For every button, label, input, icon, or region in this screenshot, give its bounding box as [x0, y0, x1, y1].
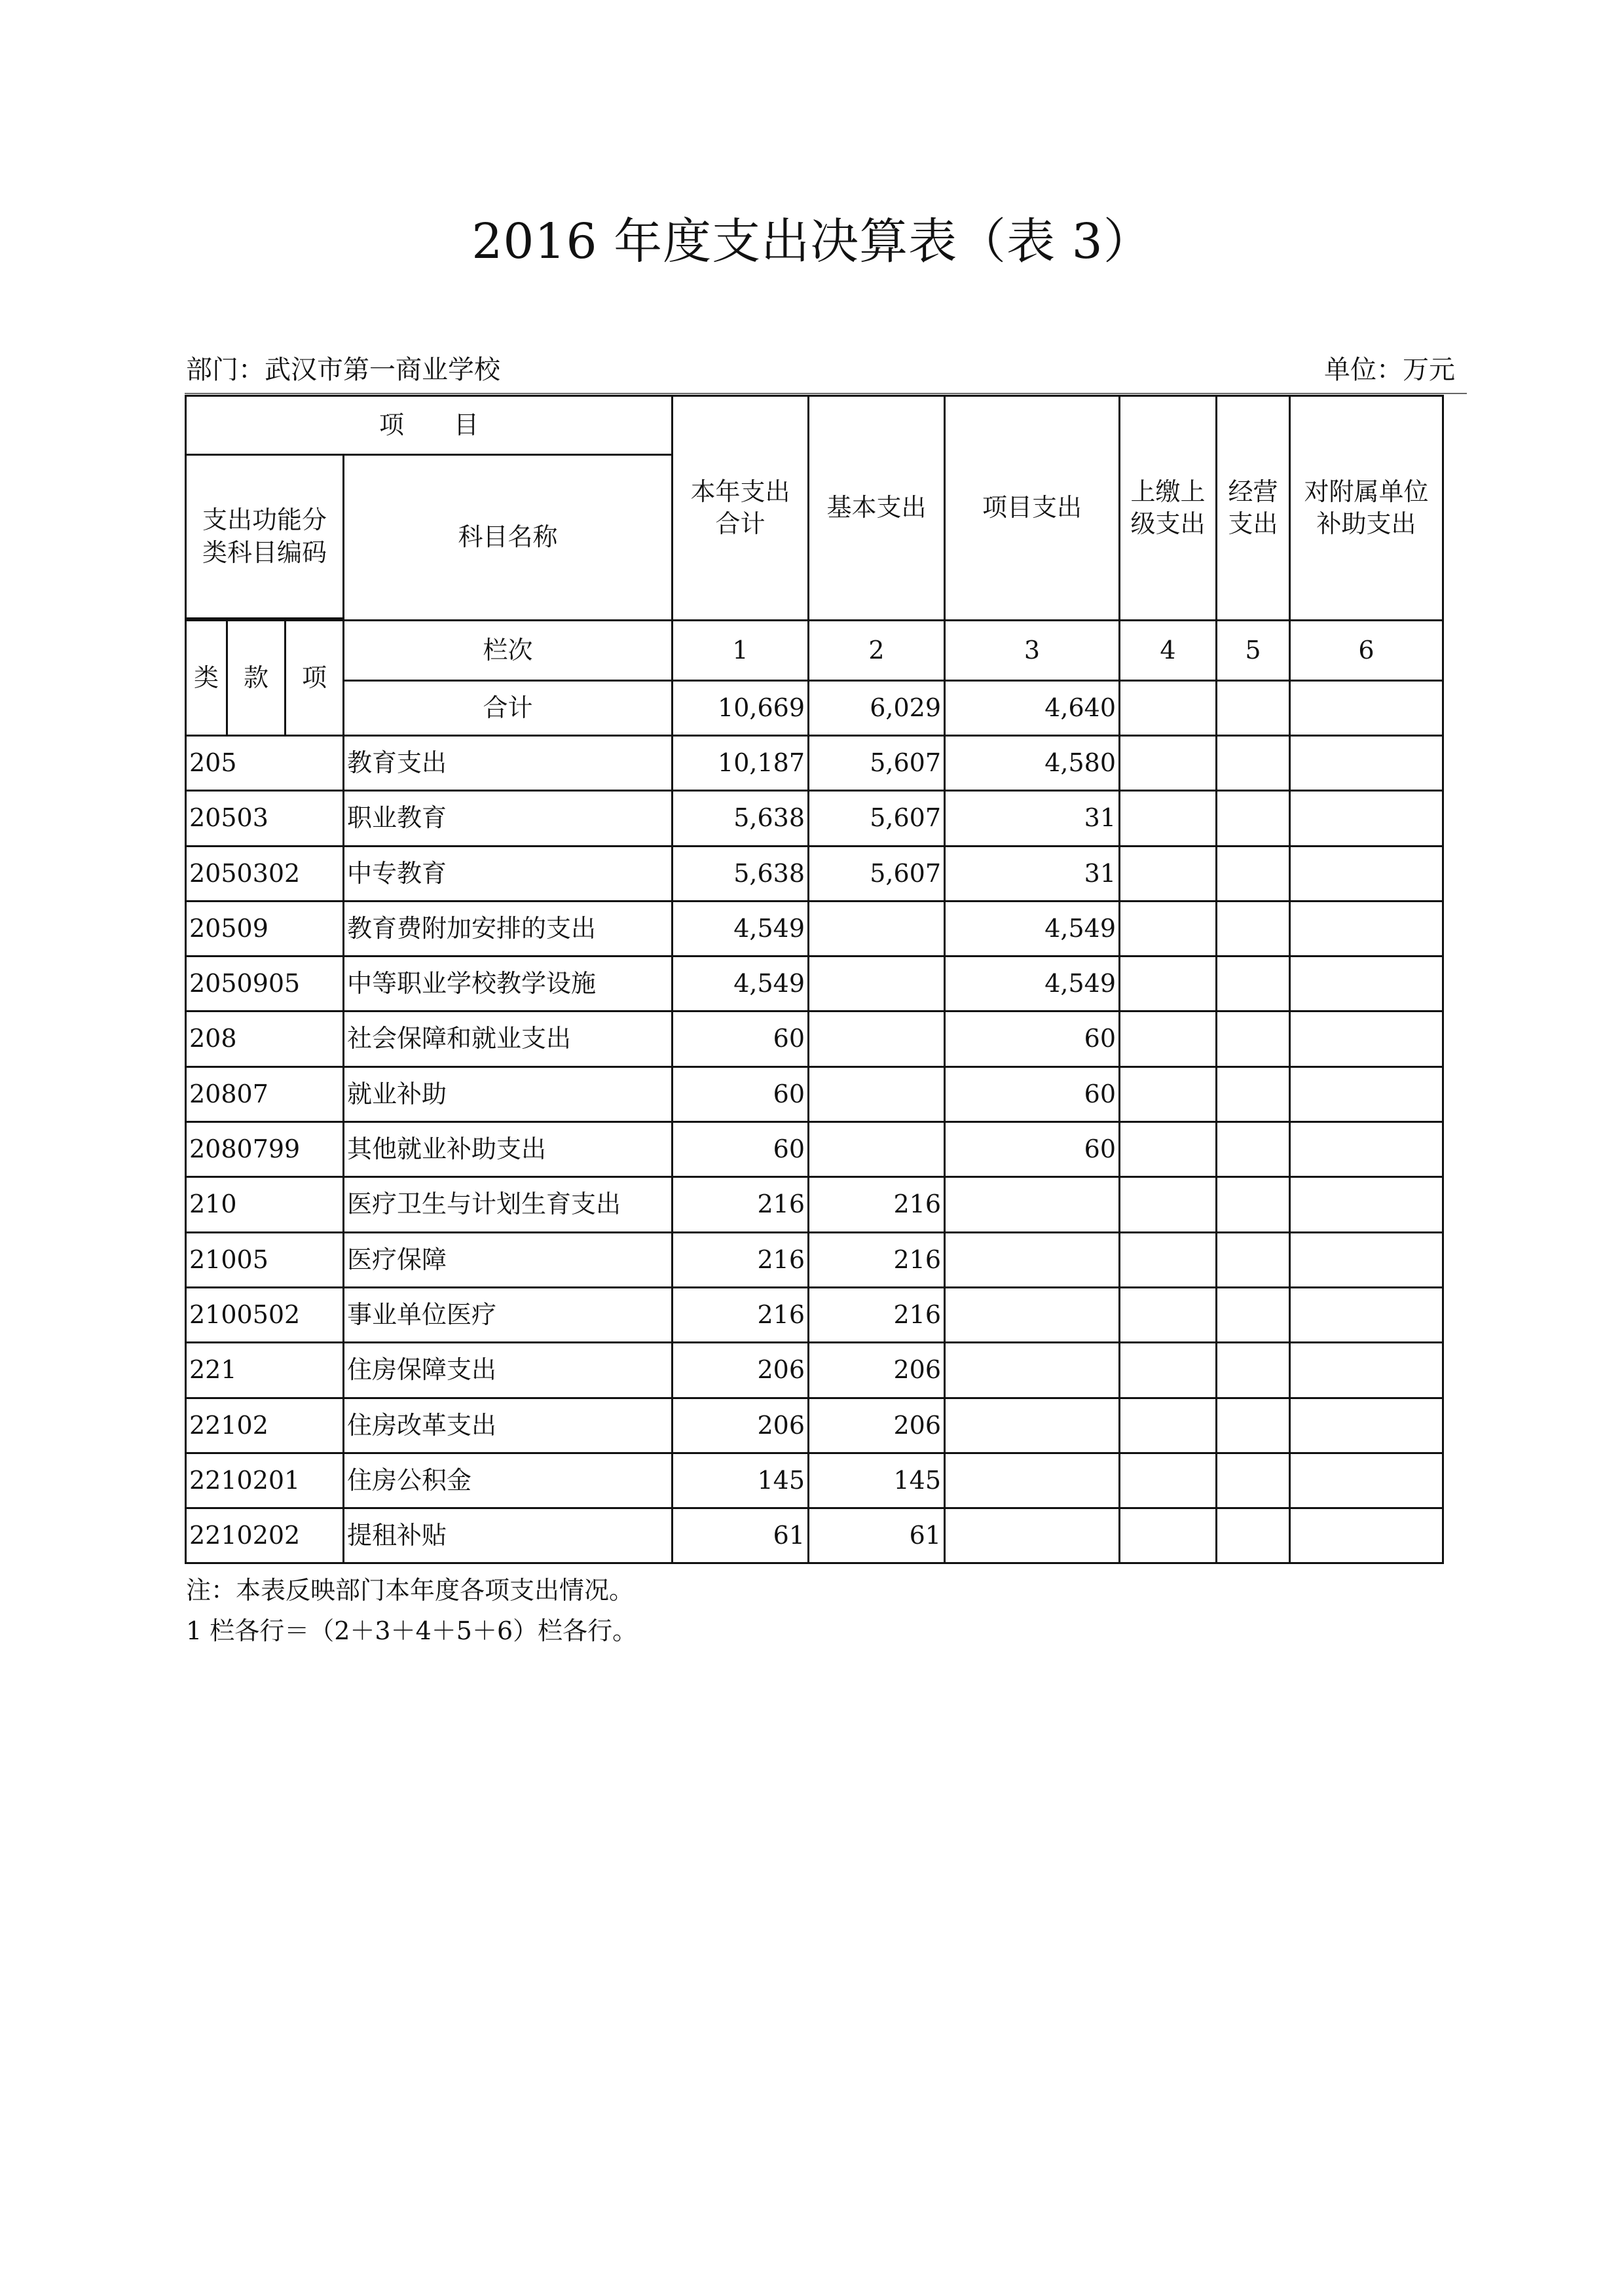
- row-code: 221: [186, 1343, 344, 1398]
- row-name: 中等职业学校教学设施: [344, 957, 673, 1011]
- row-subsidy: [1290, 791, 1443, 846]
- row-business: [1217, 901, 1290, 956]
- row-total: 60: [673, 1066, 809, 1121]
- header-basic: 基本支出: [809, 396, 945, 621]
- note-line-2: 1 栏各行＝（2＋3＋4＋5＋6）栏各行。: [186, 1616, 638, 1645]
- row-basic: 216: [809, 1287, 945, 1342]
- row-name: 住房改革支出: [344, 1398, 673, 1453]
- row-project: 4,580: [945, 736, 1120, 791]
- row-basic: 206: [809, 1398, 945, 1453]
- row-project: [945, 1287, 1120, 1342]
- row-basic: [809, 1011, 945, 1066]
- row-basic: [809, 901, 945, 956]
- row-code: 205: [186, 736, 344, 791]
- row-subsidy: [1290, 1343, 1443, 1398]
- total-project: 4,640: [945, 681, 1120, 736]
- header-total: 本年支出合计: [673, 396, 809, 621]
- row-project: [945, 1398, 1120, 1453]
- col-num-2: 2: [809, 621, 945, 681]
- row-name: 住房公积金: [344, 1453, 673, 1508]
- row-upper: [1120, 1011, 1217, 1066]
- row-code: 20509: [186, 901, 344, 956]
- row-subsidy: [1290, 1066, 1443, 1121]
- row-subsidy: [1290, 957, 1443, 1011]
- total-business: [1217, 681, 1290, 736]
- row-business: [1217, 846, 1290, 901]
- row-upper: [1120, 1508, 1217, 1563]
- col-num-3: 3: [945, 621, 1120, 681]
- header-code: 支出功能分类科目编码: [186, 455, 344, 619]
- row-name: 医疗保障: [344, 1232, 673, 1287]
- row-subsidy: [1290, 1232, 1443, 1287]
- row-name: 中专教育: [344, 846, 673, 901]
- row-name: 职业教育: [344, 791, 673, 846]
- header-lanci: 栏次: [344, 621, 673, 681]
- row-code: 2050302: [186, 846, 344, 901]
- row-total: 216: [673, 1232, 809, 1287]
- row-total: 4,549: [673, 957, 809, 1011]
- row-upper: [1120, 1232, 1217, 1287]
- note-line-1: 注：本表反映部门本年度各项支出情况。: [186, 1576, 635, 1605]
- row-basic: [809, 1066, 945, 1121]
- col-num-1: 1: [673, 621, 809, 681]
- row-subsidy: [1290, 1287, 1443, 1342]
- row-subsidy: [1290, 1453, 1443, 1508]
- row-project: 4,549: [945, 901, 1120, 956]
- table-row: [186, 1343, 1443, 1398]
- row-code: 210: [186, 1177, 344, 1232]
- table-row: [186, 957, 1443, 1011]
- row-business: [1217, 1453, 1290, 1508]
- lanci-row: [186, 621, 1443, 681]
- row-subsidy: [1290, 1122, 1443, 1177]
- row-upper: [1120, 846, 1217, 901]
- row-upper: [1120, 1343, 1217, 1398]
- row-business: [1217, 1287, 1290, 1342]
- unit-label: 单位：万元: [1324, 355, 1455, 385]
- col-num-4: 4: [1120, 621, 1217, 681]
- row-upper: [1120, 1398, 1217, 1453]
- row-basic: 5,607: [809, 846, 945, 901]
- row-code: 2050905: [186, 957, 344, 1011]
- row-business: [1217, 791, 1290, 846]
- header-xiangmu: 项 目: [186, 396, 673, 455]
- row-name: 其他就业补助支出: [344, 1122, 673, 1177]
- total-sum: 10,669: [673, 681, 809, 736]
- row-total: 61: [673, 1508, 809, 1563]
- row-business: [1217, 1232, 1290, 1287]
- row-total: 145: [673, 1453, 809, 1508]
- row-name: 医疗卫生与计划生育支出: [344, 1177, 673, 1232]
- row-basic: 61: [809, 1508, 945, 1563]
- row-total: 60: [673, 1011, 809, 1066]
- row-upper: [1120, 901, 1217, 956]
- row-subsidy: [1290, 1398, 1443, 1453]
- row-upper: [1120, 1122, 1217, 1177]
- row-total: 206: [673, 1343, 809, 1398]
- row-business: [1217, 1343, 1290, 1398]
- row-name: 提租补贴: [344, 1508, 673, 1563]
- row-business: [1217, 1011, 1290, 1066]
- row-basic: [809, 1122, 945, 1177]
- header-business: 经营支出: [1217, 396, 1290, 621]
- table-row: [186, 736, 1443, 791]
- row-project: 31: [945, 791, 1120, 846]
- row-subsidy: [1290, 1508, 1443, 1563]
- row-upper: [1120, 736, 1217, 791]
- department-label: 部门：武汉市第一商业学校: [186, 355, 500, 385]
- row-basic: 145: [809, 1453, 945, 1508]
- row-total: 216: [673, 1177, 809, 1232]
- row-subsidy: [1290, 1177, 1443, 1232]
- row-total: 60: [673, 1122, 809, 1177]
- row-name: 教育支出: [344, 736, 673, 791]
- header-row-1: [186, 396, 1443, 455]
- row-basic: 206: [809, 1343, 945, 1398]
- row-subsidy: [1290, 1011, 1443, 1066]
- row-project: [945, 1508, 1120, 1563]
- row-upper: [1120, 1066, 1217, 1121]
- row-business: [1217, 736, 1290, 791]
- row-name: 教育费附加安排的支出: [344, 901, 673, 956]
- row-code: 208: [186, 1011, 344, 1066]
- table-row: [186, 1287, 1443, 1342]
- total-label: 合计: [344, 681, 673, 736]
- row-name: 事业单位医疗: [344, 1287, 673, 1342]
- row-code: 2210201: [186, 1453, 344, 1508]
- row-total: 5,638: [673, 846, 809, 901]
- row-subsidy: [1290, 736, 1443, 791]
- row-business: [1217, 957, 1290, 1011]
- total-row: [186, 681, 1443, 736]
- table-row: [186, 1122, 1443, 1177]
- table-row: [186, 1177, 1443, 1232]
- row-total: 206: [673, 1398, 809, 1453]
- row-total: 4,549: [673, 901, 809, 956]
- expenditure-table: [185, 395, 1444, 1564]
- col-num-6: 6: [1290, 621, 1443, 681]
- row-upper: [1120, 1453, 1217, 1508]
- table-row: [186, 1011, 1443, 1066]
- row-upper: [1120, 791, 1217, 846]
- row-business: [1217, 1122, 1290, 1177]
- header-subsidy: 对附属单位补助支出: [1290, 396, 1443, 621]
- header-lei: 类: [186, 621, 227, 736]
- row-total: 10,187: [673, 736, 809, 791]
- row-project: 4,549: [945, 957, 1120, 1011]
- row-business: [1217, 1398, 1290, 1453]
- row-project: 31: [945, 846, 1120, 901]
- table-row: [186, 1398, 1443, 1453]
- row-code: 21005: [186, 1232, 344, 1287]
- row-name: 社会保障和就业支出: [344, 1011, 673, 1066]
- row-code: 2210202: [186, 1508, 344, 1563]
- row-name: 住房保障支出: [344, 1343, 673, 1398]
- table-row: [186, 791, 1443, 846]
- row-subsidy: [1290, 846, 1443, 901]
- row-code: 22102: [186, 1398, 344, 1453]
- row-basic: 5,607: [809, 791, 945, 846]
- row-project: 60: [945, 1011, 1120, 1066]
- row-project: [945, 1453, 1120, 1508]
- row-basic: [809, 957, 945, 1011]
- row-basic: 5,607: [809, 736, 945, 791]
- col-num-5: 5: [1217, 621, 1290, 681]
- table-row: [186, 1066, 1443, 1121]
- row-code: 20503: [186, 791, 344, 846]
- row-subsidy: [1290, 901, 1443, 956]
- row-business: [1217, 1066, 1290, 1121]
- row-code: 20807: [186, 1066, 344, 1121]
- row-project: [945, 1232, 1120, 1287]
- header-upper: 上缴上级支出: [1120, 396, 1217, 621]
- table-row: [186, 1508, 1443, 1563]
- table-row: [186, 901, 1443, 956]
- row-project: [945, 1343, 1120, 1398]
- row-total: 216: [673, 1287, 809, 1342]
- header-xiang: 项: [286, 621, 344, 736]
- header-project: 项目支出: [945, 396, 1120, 621]
- row-business: [1217, 1177, 1290, 1232]
- header-name: 科目名称: [344, 455, 673, 621]
- row-code: 2100502: [186, 1287, 344, 1342]
- header-rule: [185, 393, 1467, 394]
- page-title: 2016 年度支出决算表（表 3）: [471, 213, 1153, 270]
- row-upper: [1120, 1287, 1217, 1342]
- header-kuan: 款: [227, 621, 286, 736]
- table-row: [186, 1453, 1443, 1508]
- total-upper: [1120, 681, 1217, 736]
- table-row: [186, 1232, 1443, 1287]
- row-upper: [1120, 957, 1217, 1011]
- row-basic: 216: [809, 1177, 945, 1232]
- row-total: 5,638: [673, 791, 809, 846]
- total-subsidy: [1290, 681, 1443, 736]
- row-business: [1217, 1508, 1290, 1563]
- row-project: 60: [945, 1066, 1120, 1121]
- row-code: 2080799: [186, 1122, 344, 1177]
- row-project: [945, 1177, 1120, 1232]
- row-basic: 216: [809, 1232, 945, 1287]
- row-upper: [1120, 1177, 1217, 1232]
- table-row: [186, 846, 1443, 901]
- row-project: 60: [945, 1122, 1120, 1177]
- total-basic: 6,029: [809, 681, 945, 736]
- row-name: 就业补助: [344, 1066, 673, 1121]
